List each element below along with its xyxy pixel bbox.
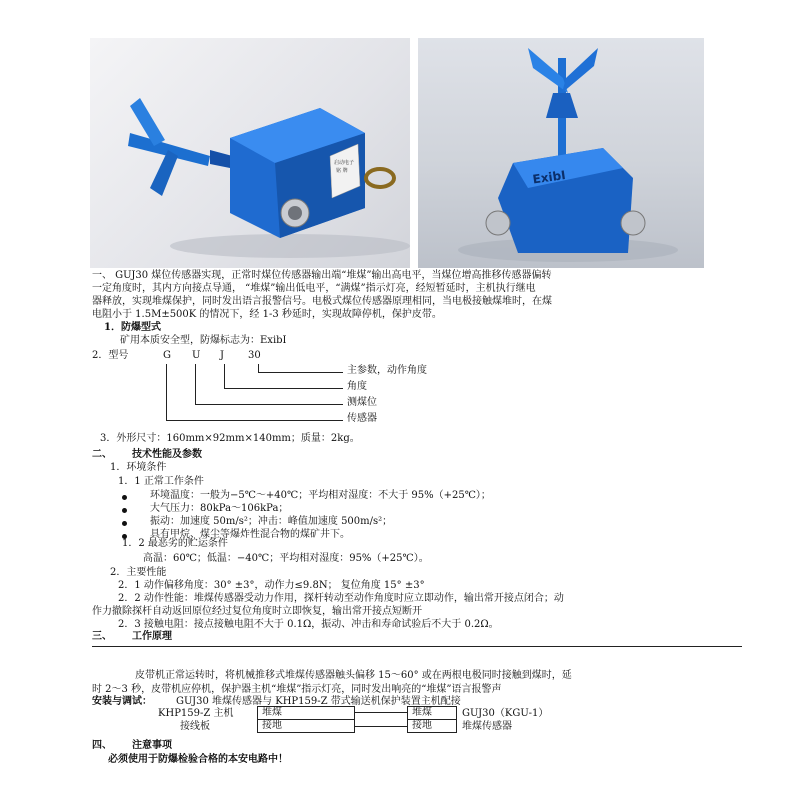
model-code-u: U (192, 350, 201, 361)
model-code-g: G (163, 350, 171, 361)
sensor-model-label: GUJ30（KGU-1） (462, 708, 549, 719)
notes-text: 必须使用于防爆检验合格的本安电路中！ (108, 754, 288, 765)
model-line-30-v (258, 364, 259, 372)
model-code-30: 30 (248, 350, 261, 361)
intro-line-4: 电阻小于 1.5M±500K 的情况下，经 1-3 秒延时，实现故障停机，保护皮带。 (92, 309, 442, 320)
section-divider (92, 646, 742, 647)
model-label: 2．型号 (92, 350, 129, 361)
intro-line-3: 器释放，实现堆煤保护，同时发出语言报警信号。电极式煤位传感器原理相同，当电极接触煤堆时，在煤 (92, 296, 552, 307)
model-line-j-h (224, 388, 343, 389)
wiring-left-coal: 堆煤 (257, 706, 355, 720)
model-annotation-angle: 角度 (347, 381, 367, 392)
bullet-icon (122, 508, 127, 513)
wire-ground (355, 726, 407, 727)
normal-conditions: 1．1 正常工作条件 (118, 476, 204, 487)
tech-heading: 技术性能及参数 (132, 449, 202, 460)
model-line-j-v (224, 364, 225, 388)
bullet-vibration: 振动：加速度 50m/s²；冲击：峰值加速度 500m/s²； (150, 516, 393, 527)
model-line-u-h (195, 404, 343, 405)
wiring-right-coal: 堆煤 (407, 706, 457, 720)
principle-line-1: 皮带机正常运转时，将机械推移式堆煤传感器触头偏移 15～60° 或在两根电极同时接触到煤时，延 (135, 670, 572, 681)
model-annotation-param: 主参数，动作角度 (347, 365, 427, 376)
env-conditions: 1．环境条件 (110, 462, 167, 473)
bullet-environment: 具有甲烷、煤尘等爆炸性混合物的煤矿井下。 (150, 529, 350, 540)
sensor-illustration-left (90, 38, 410, 268)
dimensions-text: 3．外形尺寸：160mm×92mm×140mm；质量：2kg。 (100, 433, 360, 444)
model-line-g-h (166, 420, 343, 421)
nameplate-subtitle: 铭 牌 (336, 168, 348, 174)
bullet-icon (122, 495, 127, 500)
terminal-board-label: 接线板 (180, 721, 210, 732)
bullet-temperature: 环境温度：一般为−5℃～+40℃；平均相对湿度：不大于 95%（+25℃）； (150, 490, 491, 501)
wiring-right-ground: 接地 (407, 719, 457, 733)
bullet-pressure: 大气压力：80kPa～106kPa； (150, 503, 289, 514)
sensor-name-label: 堆煤传感器 (462, 721, 512, 732)
model-line-u-v (195, 364, 196, 404)
principle-heading-number: 三、 (92, 631, 112, 642)
intro-line-1: 一、 GUJ30 煤位传感器实现，正常时煤位传感器输出端“堆煤”输出高电平，当煤位增高推移传感器偏转 (92, 270, 552, 281)
install-label: 安装与调试： (92, 696, 152, 707)
tech-heading-number: 二、 (92, 449, 112, 460)
brand-emboss: ExibI (531, 167, 567, 187)
model-line-g-v (166, 364, 167, 420)
model-line-30-h (258, 372, 343, 373)
intro-line-2: 一定角度时，其内方向接点导通， “堆煤”输出低电平，“满煤”指示灯亮，经短暂延时，主机执行继电 (92, 283, 536, 294)
wire-coal (355, 712, 407, 713)
notes-heading-number: 四、 (92, 740, 112, 751)
performance-2-1: 2．1 动作偏移角度：30° ±3°，动作力≤9.8N； 复位角度 15° ±3° (118, 580, 425, 591)
notes-heading: 注意事项 (132, 740, 172, 751)
bullet-icon (122, 521, 127, 526)
wiring-left-ground: 接地 (257, 719, 355, 733)
storage-text: 高温：60℃；低温：−40℃；平均相对湿度：95%（+25℃）。 (143, 553, 429, 564)
main-performance: 2．主要性能 (110, 567, 167, 578)
principle-line-2: 时 2～3 秒，皮带机应停机，保护器主机“堆煤”指示灯亮，同时发出响亮的“堆煤”语言报警声 (92, 684, 502, 695)
principle-heading: 工作原理 (132, 631, 172, 642)
performance-2-2b: 作力撤除探杆自动返回原位经过复位角度时立即恢复，输出常开接点短断开 (92, 606, 422, 617)
host-label: KHP159-Z 主机 (158, 708, 234, 719)
install-text: GUJ30 堆煤传感器与 KHP159-Z 带式输送机保护装置主机配接 (176, 696, 461, 707)
sensor-photo-right (418, 38, 704, 268)
sensor-photo-left (90, 38, 410, 268)
storage-conditions: 1．2 最恶劣的贮运条件 (122, 538, 228, 549)
sensor-illustration-right (418, 38, 704, 268)
model-annotation-sensor: 传感器 (347, 413, 377, 424)
explosion-proof-text: 矿用本质安全型，防爆标志为：ExibI (120, 335, 287, 346)
nameplate-title: 启动电子 (334, 160, 355, 166)
performance-2-2a: 2．2 动作性能：堆煤传感器受动力作用，探杆转动至动作角度时应立即动作，输出常开接点闭合；动 (118, 593, 564, 604)
explosion-proof-heading: 1．防爆型式 (104, 322, 161, 333)
model-annotation-coal: 测煤位 (347, 397, 377, 408)
performance-2-3: 2．3 接触电阻：接点接触电阻不大于 0.1Ω，振动、冲击和寿命试验后不大于 0.2Ω。 (118, 619, 499, 630)
model-code-j: J (220, 350, 225, 361)
